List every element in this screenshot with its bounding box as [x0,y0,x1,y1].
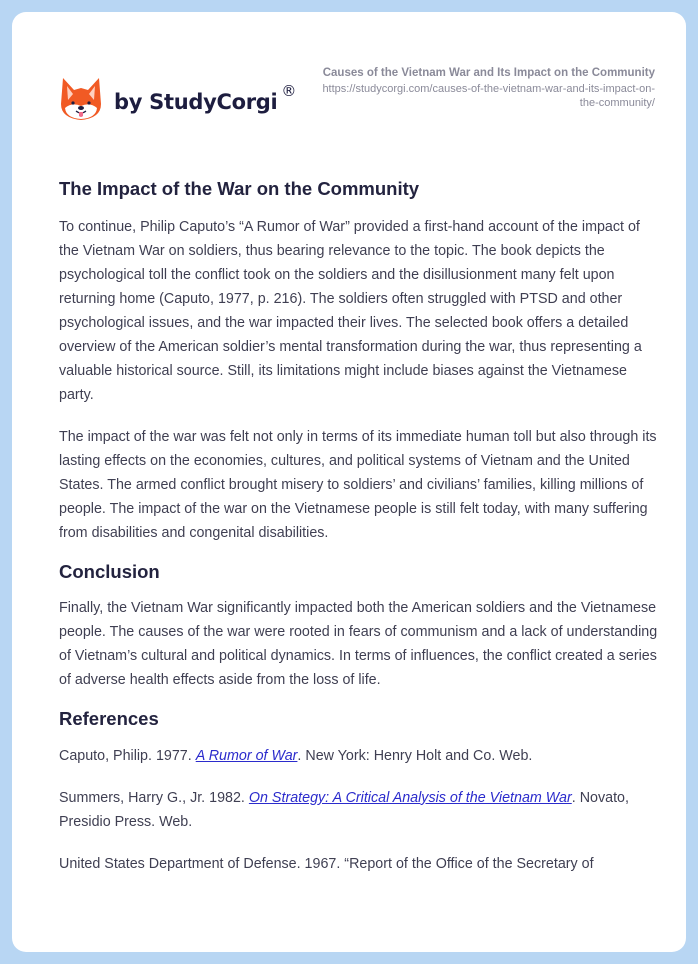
document-meta [315,66,655,110]
section-heading-conclusion: Conclusion [59,561,160,582]
section-heading-references: References [59,708,159,729]
reference-suffix: . Novato, Presidio Press. Web. [59,790,629,830]
paragraph: To continue, Philip Caputo’s “A Rumor of War” provided a first-hand account of the impact of the Vietnam War on soldiers, thus bearing relevance to the topic. The book depicts the psychological toll the conflict took on the soldiers and the disillusionment many felt upon returning home (Caputo, 1977, p. 216). The soldiers often struggled with PTSD and other psychological issues, and the war impacted their lives. The selected book offers a detailed overview of the American soldier’s mental transformation during the war, thus representing a valuable historical source. Still, its limitations might include biases against the Vietnamese party. [59,219,642,403]
logo-text: by StudyCorgi [114,90,278,114]
reference-prefix: United States Department of Defense. 1967. “Report of the Office of the Secretary of [59,856,594,872]
reference-suffix: . New York: Henry Holt and Co. Web. [297,748,533,764]
reference-prefix: Summers, Harry G., Jr. 1982. [59,790,249,806]
corgi-icon [60,76,102,122]
section-heading-impact: The Impact of the War on the Community [59,178,420,199]
registered-mark: ® [281,82,297,100]
studycorgi-logo[interactable] [60,76,296,122]
reference-link[interactable]: On Strategy: A Critical Analysis of the Vietnam War [248,790,572,806]
paragraph: Finally, the Vietnam War significantly impacted both the American soldiers and the Vietnamese people. The causes of the war were rooted in fears of communism and a lack of understanding of Vietnam’s cultural and political dynamics. In terms of influences, the conflict created a series of adverse health effects aside from the loss of life. [59,600,658,688]
document-header [12,12,686,142]
paragraph: The impact of the war was felt not only in terms of its immediate human toll but also through its lasting effects on the economies, cultures, and political systems of Vietnam and the United States. The armed conflict brought misery to soldiers’ and civilians’ families, killing millions of people. The impact of the war on the Vietnamese people is still felt today, with many suffering from disabilities and congenital disabilities. [59,429,657,541]
reference-item [59,786,659,834]
reference-item [59,744,659,768]
document-title: Causes of the Vietnam War and Its Impact on the Community [322,67,655,79]
document-content [59,172,659,876]
reference-link[interactable]: A Rumor of War [195,748,298,764]
document-url[interactable]: https://studycorgi.com/causes-of-the-vietnam-war-and-its-impact-on-the-community/ [322,83,655,109]
reference-item [59,852,659,876]
document-card [12,12,686,952]
reference-prefix: Caputo, Philip. 1977. [59,748,196,764]
